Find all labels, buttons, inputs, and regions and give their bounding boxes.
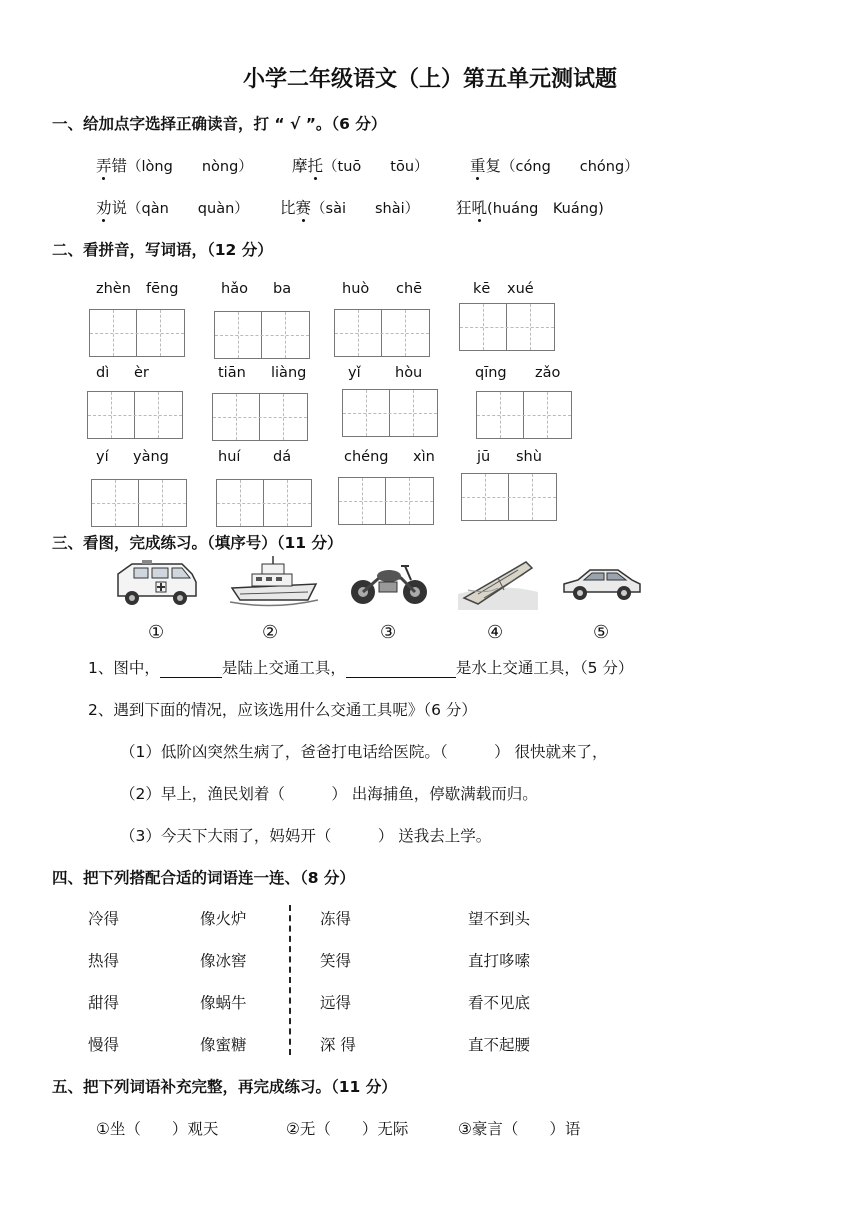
- word-col2-3: 像蜗牛: [200, 994, 247, 1012]
- grid-guide: [460, 327, 554, 328]
- image-number-5: ⑤: [593, 622, 610, 643]
- question-3-2-2: （2）早上，渔民划着（ ） 出海捕鱼，停歇满载而归。: [120, 785, 538, 803]
- grid-guide: [90, 333, 184, 334]
- grid-guide: [283, 394, 284, 440]
- answer-blank-land[interactable]: [160, 661, 222, 678]
- writing-grid[interactable]: [212, 393, 308, 441]
- pinyin-syllable: ba: [273, 281, 292, 297]
- word-col3-2: 笑得: [320, 952, 352, 970]
- ambulance-icon: [112, 558, 200, 608]
- grid-guide: [532, 474, 533, 520]
- grid-guide: [285, 312, 286, 358]
- grid-guide: [530, 304, 531, 350]
- pinyin-syllable: èr: [134, 365, 149, 381]
- idiom-item-1: ①坐（ ）观天: [96, 1120, 219, 1138]
- ship-icon: [228, 554, 320, 610]
- writing-grid[interactable]: [216, 479, 312, 527]
- grid-guide: [343, 413, 437, 414]
- grid-guide: [462, 497, 556, 498]
- section2-heading: 二、看拼音，写词语，（12 分）: [52, 241, 273, 259]
- pinyin-syllable: zǎo: [535, 365, 561, 381]
- section4-heading: 四、把下列搭配合适的词语连一连、（8 分）: [52, 869, 355, 887]
- writing-grid[interactable]: [87, 391, 183, 439]
- pinyin-syllable: xìn: [413, 449, 435, 465]
- word-col4-4: 直不起腰: [468, 1036, 531, 1054]
- pinyin-syllable: kē: [473, 281, 491, 297]
- image-number-3: ③: [380, 622, 397, 643]
- reading-item-3: 重复（cóng chóng）: [470, 157, 639, 175]
- pinyin-syllable: chéng: [344, 449, 389, 465]
- grid-guide: [339, 501, 433, 502]
- car-icon: [560, 562, 644, 604]
- pinyin-syllable: tiān: [218, 365, 246, 381]
- pinyin-syllable: zhèn: [96, 281, 131, 297]
- dotted-char: 重: [470, 157, 486, 175]
- word-col3-4: 深 得: [320, 1036, 356, 1054]
- question-3-2-1: （1）低阶凶突然生病了，爸爸打电话给医院。（ ） 很快就来了，: [120, 743, 608, 761]
- pinyin-syllable: hòu: [395, 365, 423, 381]
- writing-grid[interactable]: [214, 311, 310, 359]
- idiom-item-2: ②无（ ）无际: [286, 1120, 409, 1138]
- pinyin-syllable: dì: [96, 365, 110, 381]
- grid-guide: [413, 390, 414, 436]
- grid-guide: [409, 478, 410, 524]
- reading-item-1: 弄错（lòng nòng）: [96, 157, 253, 175]
- pinyin-syllable: hǎo: [221, 281, 248, 297]
- pinyin-syllable: xué: [507, 281, 534, 297]
- dotted-char: 托: [307, 157, 324, 175]
- pinyin-syllable: jū: [477, 449, 491, 465]
- grid-guide: [366, 390, 367, 436]
- word-col4-1: 望不到头: [468, 910, 531, 928]
- pinyin-syllable: liàng: [271, 365, 307, 381]
- writing-grid[interactable]: [89, 309, 185, 357]
- pinyin-syllable: dá: [273, 449, 292, 465]
- dotted-char: 赛: [295, 199, 312, 217]
- writing-grid[interactable]: [334, 309, 430, 357]
- grid-guide: [362, 478, 363, 524]
- grid-guide: [162, 480, 163, 526]
- grid-guide: [236, 394, 237, 440]
- word-col1-2: 热得: [88, 952, 120, 970]
- grid-guide: [477, 415, 571, 416]
- grid-guide: [92, 503, 186, 504]
- dotted-char: 吼: [471, 199, 488, 217]
- grid-guide: [215, 335, 309, 336]
- grid-guide: [158, 392, 159, 438]
- pinyin-syllable: huò: [342, 281, 370, 297]
- section5-heading: 五、把下列词语补充完整，再完成练习。（11 分）: [52, 1078, 397, 1096]
- word-col3-3: 远得: [320, 994, 352, 1012]
- question-3-2-3: （3）今天下大雨了，妈妈开（ ） 送我去上学。: [120, 827, 492, 845]
- reading-item-2: 摩托（tuō tōu）: [292, 157, 429, 175]
- word-col3-1: 冻得: [320, 910, 352, 928]
- image-number-1: ①: [148, 622, 165, 643]
- writing-grid[interactable]: [91, 479, 187, 527]
- word-col1-3: 甜得: [88, 994, 120, 1012]
- page-title: 小学二年级语文（上）第五单元测试题: [242, 67, 617, 92]
- word-col4-2: 直打哆嗦: [468, 952, 531, 970]
- pinyin-syllable: huí: [218, 449, 241, 465]
- word-col2-2: 像冰窖: [200, 952, 247, 970]
- section1-heading: 一、给加点字选择正确读音，打 “ √ ”。（6 分）: [52, 115, 387, 133]
- reading-item-6: 狂吼(huáng Kuáng): [456, 199, 604, 217]
- pinyin-syllable: fēng: [146, 281, 179, 297]
- writing-grid[interactable]: [461, 473, 557, 521]
- image-number-4: ④: [487, 622, 504, 643]
- reading-item-5: 比赛（sài shài）: [280, 199, 420, 217]
- writing-grid[interactable]: [342, 389, 438, 437]
- pinyin-syllable: shù: [516, 449, 542, 465]
- word-col4-3: 看不见底: [468, 994, 531, 1012]
- pinyin-syllable: qīng: [475, 365, 507, 381]
- word-col2-1: 像火炉: [200, 910, 247, 928]
- answer-blank-water[interactable]: [346, 661, 456, 678]
- idiom-item-3: ③豪言（ ）语: [458, 1120, 581, 1138]
- word-col2-4: 像蜜糖: [200, 1036, 247, 1054]
- grid-guide: [405, 310, 406, 356]
- writing-grid[interactable]: [459, 303, 555, 351]
- image-number-2: ②: [262, 622, 279, 643]
- reading-item-4: 劝说（qàn quàn）: [96, 199, 249, 217]
- grid-guide: [217, 503, 311, 504]
- grid-guide: [115, 480, 116, 526]
- motorcycle-icon: [349, 560, 429, 608]
- pinyin-syllable: chē: [396, 281, 423, 297]
- grid-guide: [483, 304, 484, 350]
- grid-guide: [335, 333, 429, 334]
- grid-guide: [88, 415, 182, 416]
- dotted-char: 劝: [96, 199, 112, 217]
- pinyin-syllable: yǐ: [348, 365, 361, 381]
- grid-guide: [547, 392, 548, 438]
- grid-guide: [213, 417, 307, 418]
- word-col1-4: 慢得: [88, 1036, 120, 1054]
- grid-guide: [240, 480, 241, 526]
- grid-guide: [111, 392, 112, 438]
- dashed-divider: [289, 905, 291, 1055]
- grid-guide: [500, 392, 501, 438]
- word-col1-1: 冷得: [88, 910, 120, 928]
- section3-heading: 三、看图，完成练习。（填序号）（11 分）: [52, 534, 343, 552]
- writing-grid[interactable]: [476, 391, 572, 439]
- writing-grid[interactable]: [338, 477, 434, 525]
- grid-guide: [287, 480, 288, 526]
- grid-guide: [238, 312, 239, 358]
- rowboat-icon: [458, 554, 538, 610]
- grid-guide: [160, 310, 161, 356]
- grid-guide: [485, 474, 486, 520]
- question-3-1: 1、图中， 是陆上交通工具， 是水上交通工具，（5 分）: [88, 659, 634, 677]
- pinyin-syllable: yí: [96, 449, 109, 465]
- pinyin-syllable: yàng: [133, 449, 169, 465]
- grid-guide: [113, 310, 114, 356]
- dotted-char: 弄: [96, 157, 112, 175]
- question-3-2: 2、遇到下面的情况，应该选用什么交通工具呢》（6 分）: [88, 701, 477, 719]
- grid-guide: [358, 310, 359, 356]
